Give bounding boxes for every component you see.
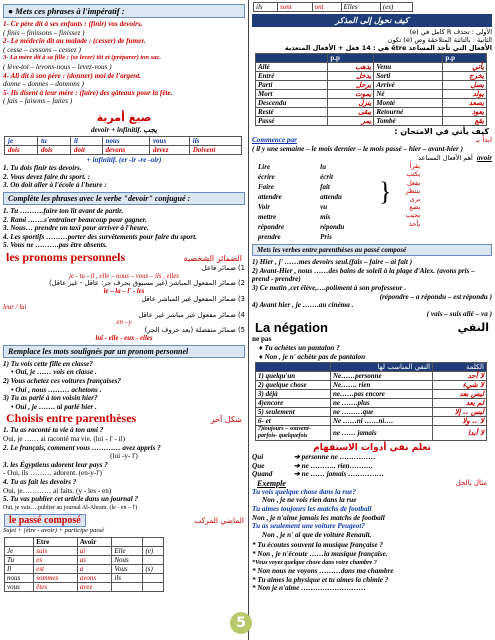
pronouns-title: les pronoms personnels الضمائر الشخصية	[6, 249, 242, 264]
complete-header: Complète les phrases avec le verbe "devoir" conjugué :	[3, 192, 245, 205]
choose-items: 1. Tu as raconté ta vie à ton ami ? Oui, je …… ai raconté ma vie. (lui - l' - il) 2. Le français, comment vous ………… avez appris ? (lui -y- l') 3. les Égyptiens adorent leur pays ? - Oui, ils ……… adorent. (en-y-l') 4. Tu as fait les devoirs ? Oui, je………… ai faits. (y - les - en) 5. Tu vas publier cet article dans un journal ? Oui, je vais….publier au journal Al-Ahram. (le - en – l')	[3, 426, 161, 511]
order-sentence: ( il y une semaine – le mois dernier – le mois passé – hier – avant-hier )	[252, 144, 464, 153]
modal-formula: devoir + infinitif. يجب	[90, 124, 158, 134]
rules-list: الأولى : تحذف R كامل في (e) الثانية : بالتائنة المتلاحقة وص (e) تكون الأفعال التي تأخذ المساعد être هي : 14 فعل + الأفعال المتعدية	[284, 28, 492, 52]
avoir-label: أهم الأفعال المساعد avoir	[418, 153, 492, 162]
devoir-table: je tu il nous vous ils dois dois doit devons devez Doivent	[4, 136, 242, 155]
rules-header: كيف نحول إلى المذكر	[252, 14, 492, 27]
imperative-header: ● Mets ces phrases à l'impératif :	[3, 4, 245, 18]
choose-title: Choisis entre parenthèses شكل آخر	[6, 411, 242, 426]
page-number: 5	[230, 612, 252, 634]
passe-title: le passé composé الماضي المركب	[0, 514, 248, 527]
replace-items: 1) Tu vois cette fille en classe? • Oui, je …… vois en classe . 2) Vous achetez ces voitures françaises? • Oui , nous ……… achetons . 3) Tu as parlé à ton voisin hier? • Oui , je ……. ai parlé hier .	[3, 359, 121, 411]
aux-table: Etre Avoir Je suis ai Elle (e) Tu es as Nous Il est a Vous (s) nous sommes avons ils vous êtes avez	[4, 537, 164, 592]
final-items: * Tu écoutes souvent la musique française ? * Non , je n'écoute ……la musique française. *Vous voyez quelque chose dans votre chambre ? * Non nous ne voyons ………dans ma chambre * Tu aimes la physique et tu aimes la chimie ? * Non je n'aime ………………………	[252, 541, 394, 593]
devoir-examples: 1. Tu dois finir tes devoirs. 2. Vous devez faire du sport. : 3. On doit aller à l'école à l'heure :	[3, 164, 107, 190]
negation-table: النفي المناسب لها الكلمة 1) quelqu'un Ne……personne لا أحد 2) quelque chose Ne……. rien لا شيء 3) déjà ne……pas encore ليس بعد 4)encore ne …….plus لم يعد 5) seulement ne ………que ليس .. إلا 6- et Ne ……ni ……ni…. لا .. ولا 7)toujours – souvent- parfois- quelquefois ne …… jamais لا أبدا	[255, 362, 487, 441]
pronouns-list: 1) ضمائر فاعل je - tu - il , elle – nous – vous – ils , elles 2) ضمائر المفعول المباشر (غير مسبوق بحرف جر: عاقل - غير عاقل) le – la – l' - les 3) ضمائر المفعول غير المباشر عاقل leur / lui 4) ضمائر مفعول غير مباشر غير عاقل en - y 5) ضمائر منفصلة (بعد حروف الجر) lui - elle - eux - elles	[3, 263, 245, 343]
negation-title: La négation النفي	[255, 320, 489, 336]
replace-header: Remplace les mots soulignés par un pronom personnel	[3, 345, 245, 358]
right-column	[249, 0, 495, 640]
avoir-arabic: يقرأ يكتب يفعل ينتظر يرى يضع يجيب يأخذ	[405, 162, 421, 228]
commence-par: Commence par ابدأ بـ	[252, 135, 492, 145]
complete-items: 1. Tu ……….faire ton lit avant de partir. 2. Rami …….s'entraîner beaucoup pour gagner. 3. Nous… prendre un taxi pour arriver à l'heure. 4. Les sportifs ………porter des survêtements pour faire du sport. 5. Vous ne ……….pas être absents.	[3, 206, 197, 250]
passe-formula: Sujet + (être - avoir) + participe passé	[3, 527, 105, 535]
exam-label: كيف يأتي في الامتحان :	[394, 127, 489, 137]
exemple-items: Tu vois quelque chose dans la rue? Non , je ne vois rien dans la rue Tu aimes toujours les matchs de football Non , je n'aime jamais les matchs de football Tu as seulement une voiture Peugeot? Non , je n' ai que de voiture Renault.	[252, 487, 385, 539]
modal-title: صيغ أمرية	[96, 110, 152, 124]
brace-icon: }	[379, 177, 392, 207]
pc-items: 1) Hier , j' ……mes devoirs seul.(fais – faire – ai fait ) 2) Avant-Hier , nous ……des bains de soleil à la plage d'Alex. (avons pris – prend - prendre) 3) Ce matin ,cet élève,….poliment à son professeur . (répondre – a répondu – est répondu ) 4) Avant hier , je …….au cinéma . ( vais – suis allé – va )	[252, 258, 492, 318]
negation-formula: ne pas	[252, 335, 272, 344]
pc-header: Mets les verbes entre parenthèses au passé composé	[252, 244, 492, 256]
avoir-verbs: Lire lu écrire écrit Faire fait attendre attendu Voir vu mettre mis répondre répondu prendre Pris } يقرأ يكتب يفعل ينتظر يرى يضع يجيب يأخذ	[258, 162, 421, 242]
question-rows: Qui ➔ personne ne …………… Que ➔ ne ……….. rien………. Quand ➔ ne …… jamais ……………	[252, 453, 385, 479]
imperative-exercise: 1- Ce père dit à ses enfants : (finir) vos devoirs. ( finis – finissons – finissez ) 2- Le médecin dit au malade : (cesser) de fumer. ( cesse – cessons – cessez ) 3- La mère dit à sa fille : (se lever) tôt et (préparer) ton sac. ( lève-toi – levons-nous – levez-vous ) 4- Ali dit à son père : (donner) moi de l'argent. donne – donnes – donnons ) 5- Ils disent à leur mère : (faire) des gâteaux pour la fête. ( fais – faisons – faites )	[3, 20, 173, 106]
devoir-infinitif: + infinitif. (er -ir -re -oir)	[86, 155, 162, 164]
question-title: تعلم نفي أدوات الاستفهام	[313, 443, 431, 454]
exemple-title: Exemple مثال يالحل	[257, 478, 487, 488]
etre-verbs-table: p.p p.p Allé يذهب Venu يأتي Entré يدخل Sorti يخرج Parti يرحل Arrivé يصل Mort يموت Né يولد Descendu ينزل Monté يصعد Resté يبقى Retourné يعود Passé يمر Tombé يقع	[255, 53, 487, 126]
aux-table-top: ils sont ont Elles (es)	[253, 2, 413, 12]
negation-examples: ♦ Tu achètes un pantalon ? ♦ Non , je n' achète pas de pantalon	[259, 343, 366, 361]
